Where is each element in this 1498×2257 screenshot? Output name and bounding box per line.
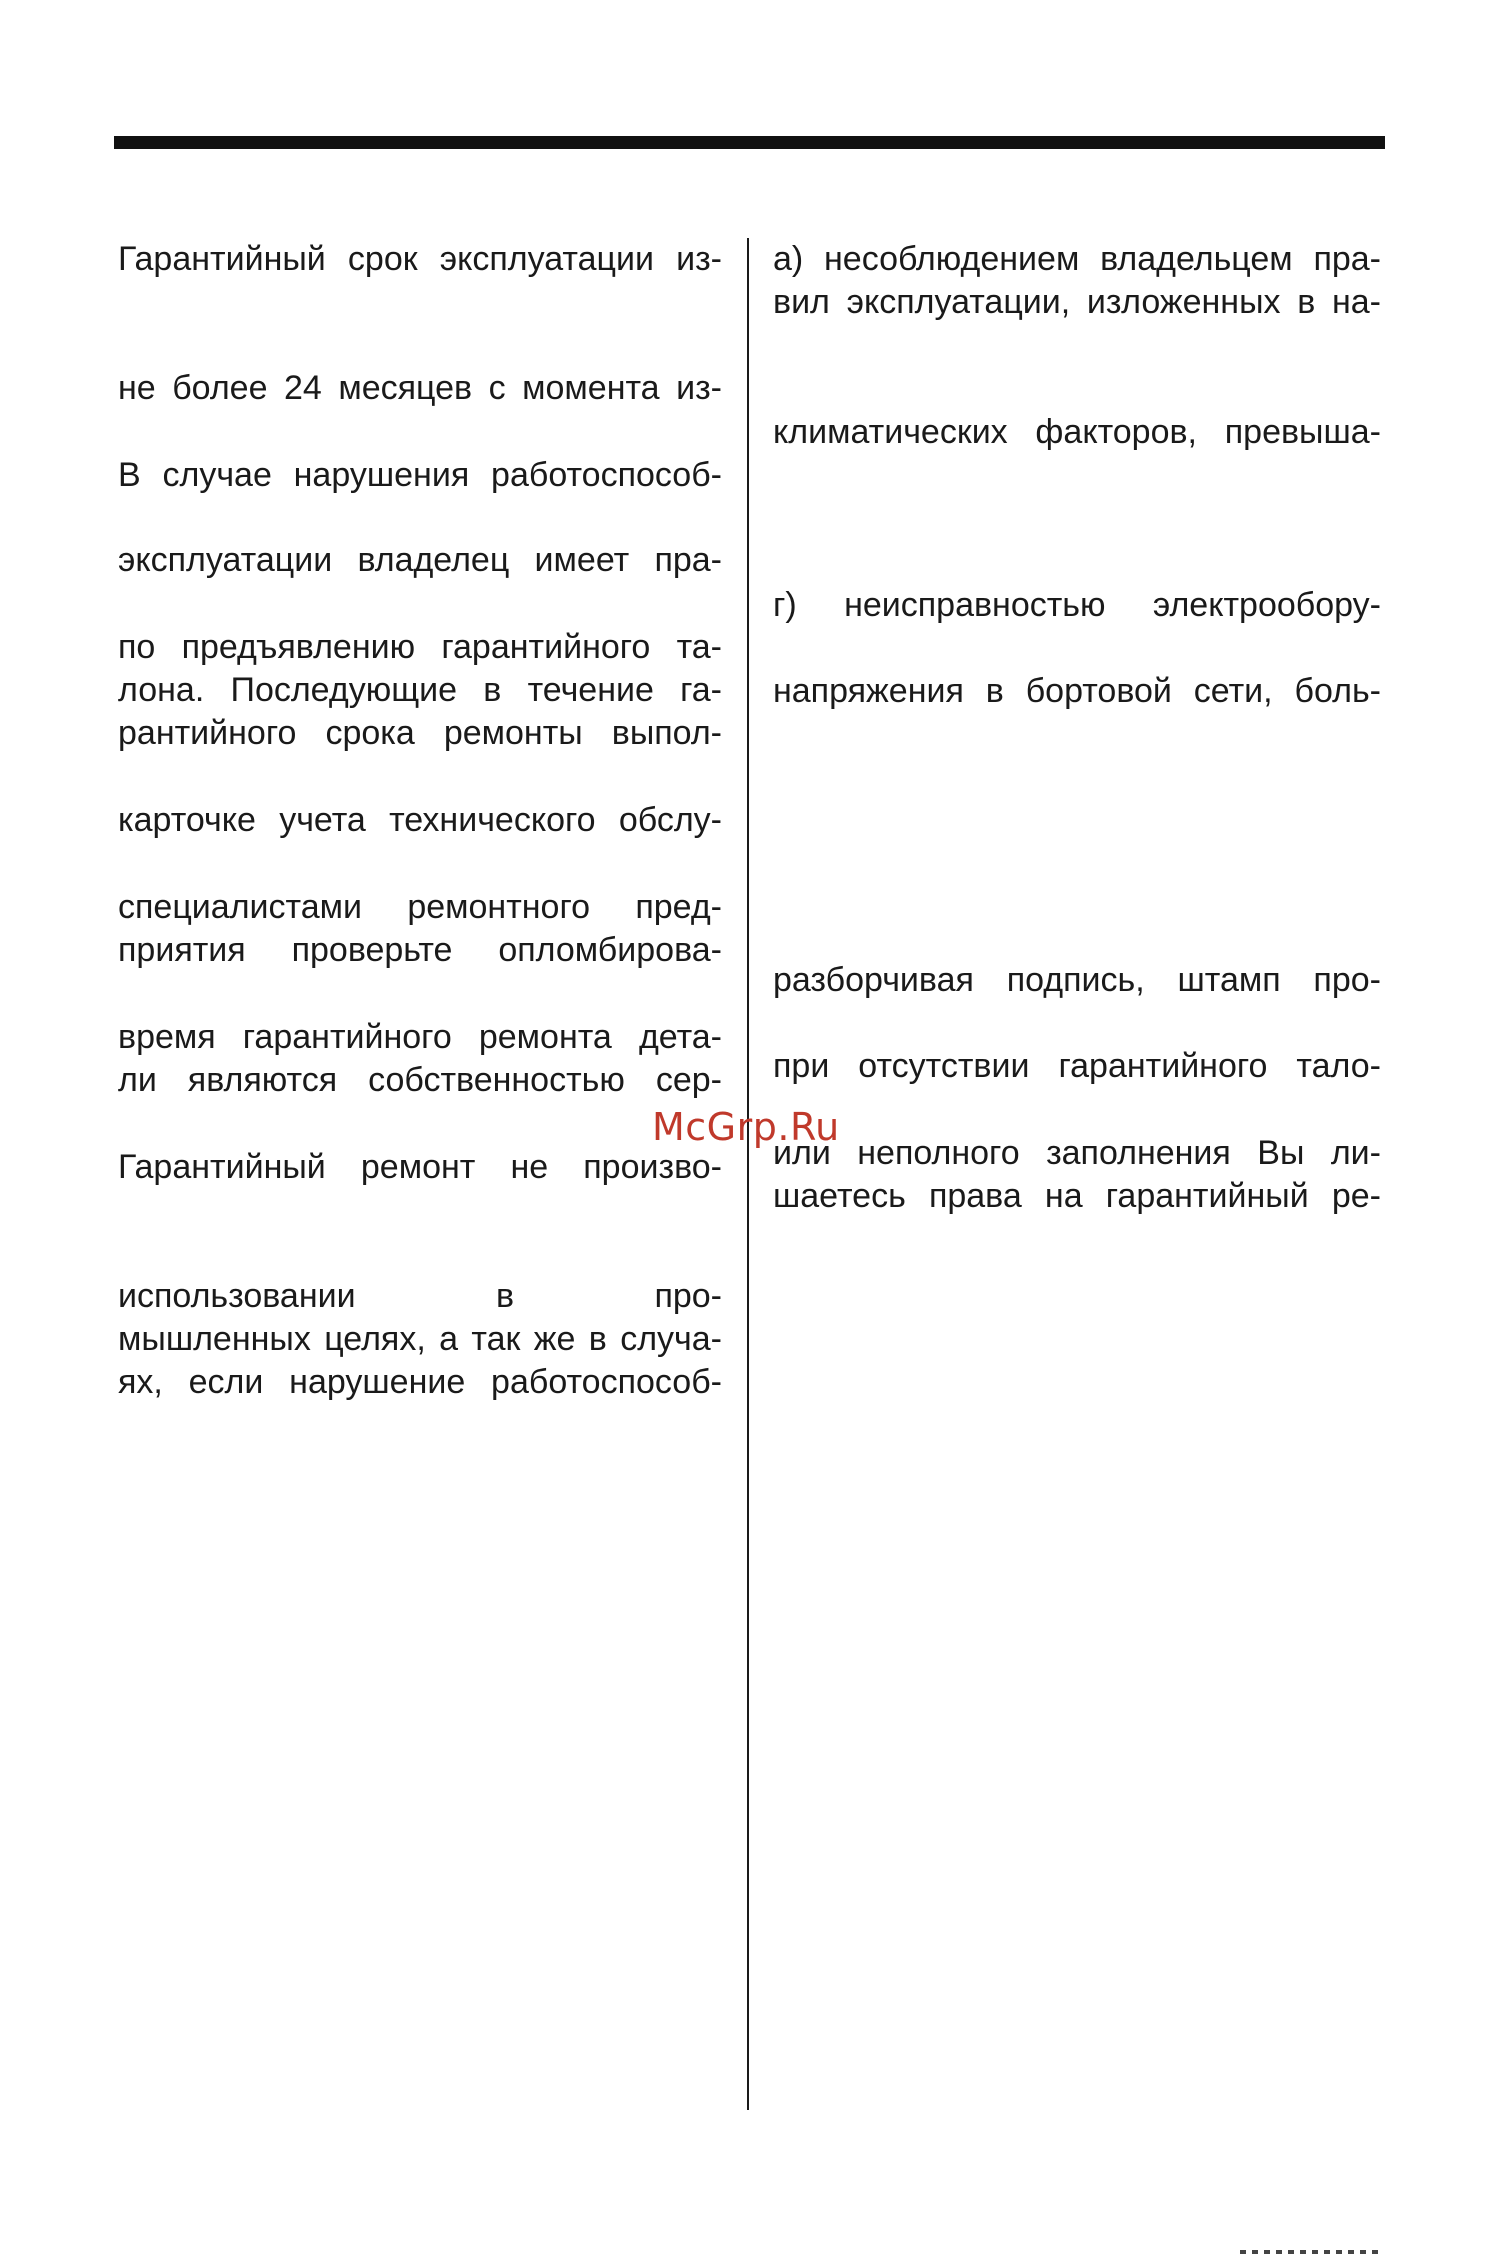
footer-marks bbox=[1240, 2250, 1380, 2254]
left-line-8: карточке учета технического обслу- bbox=[118, 801, 722, 839]
left-line-2: не более 24 месяцев с момента из- bbox=[118, 369, 722, 407]
left-line-10: приятия проверьте опломбирова- bbox=[118, 931, 722, 969]
left-line-9: специалистами ремонтного пред- bbox=[118, 888, 722, 926]
left-line-5: по предъявлению гарантийного та- bbox=[118, 628, 722, 666]
left-line-4: эксплуатации владелец имеет пра- bbox=[118, 541, 722, 579]
header-rule bbox=[114, 136, 1385, 149]
left-line-11: время гарантийного ремонта дета- bbox=[118, 1018, 722, 1056]
right-line-7: при отсутствии гарантийного тало- bbox=[773, 1047, 1381, 1085]
right-line-6: разборчивая подпись, штамп про- bbox=[773, 961, 1381, 999]
right-line-4: г) неисправностью электрообору- bbox=[773, 586, 1381, 624]
right-line-2: вил эксплуатации, изложенных в на- bbox=[773, 283, 1381, 321]
left-line-15: мышленных целях, а так же в случа- bbox=[118, 1320, 722, 1358]
right-line-8: или неполного заполнения Вы ли- bbox=[773, 1134, 1381, 1172]
left-line-16: ях, если нарушение работоспособ- bbox=[118, 1363, 722, 1401]
left-line-1: Гарантийный срок эксплуатации из- bbox=[118, 240, 722, 278]
left-line-3: В случае нарушения работоспособ- bbox=[118, 456, 722, 494]
right-line-5: напряжения в бортовой сети, боль- bbox=[773, 672, 1381, 710]
right-line-3: климатических факторов, превыша- bbox=[773, 413, 1381, 451]
column-divider bbox=[747, 238, 749, 2110]
left-line-7: рантийного срока ремонты выпол- bbox=[118, 714, 722, 752]
right-line-9: шаетесь права на гарантийный ре- bbox=[773, 1177, 1381, 1215]
left-line-12: ли являются собственностью сер- bbox=[118, 1061, 722, 1099]
left-line-13: Гарантийный ремонт не произво- bbox=[118, 1148, 722, 1186]
right-line-1: а) несоблюдением владельцем пра- bbox=[773, 240, 1381, 278]
site-watermark: McGrp.Ru bbox=[652, 1105, 840, 1149]
left-line-14: использовании в про- bbox=[118, 1277, 722, 1315]
left-line-6: лона. Последующие в течение га- bbox=[118, 671, 722, 709]
